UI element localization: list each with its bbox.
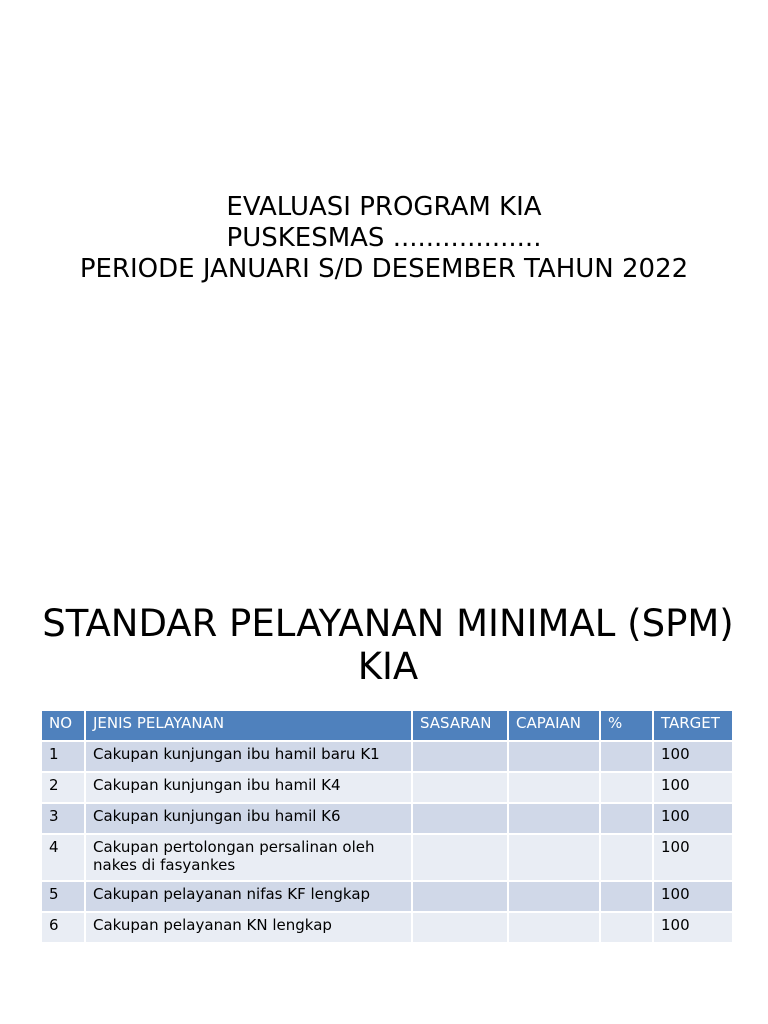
cell-sasaran xyxy=(412,912,508,943)
cell-target: 100 xyxy=(653,772,733,803)
report-title-line-1: EVALUASI PROGRAM KIA xyxy=(226,192,542,222)
cell-capaian xyxy=(508,803,600,834)
cell-sasaran xyxy=(412,834,508,881)
table-row xyxy=(41,803,733,834)
cell-jenis-pelayanan: Cakupan kunjungan ibu hamil K4 xyxy=(85,772,412,803)
cell-jenis-pelayanan: Cakupan kunjungan ibu hamil baru K1 xyxy=(85,741,412,772)
header-sasaran: SASARAN xyxy=(412,710,508,741)
cell-percent xyxy=(600,912,653,943)
cell-target: 100 xyxy=(653,912,733,943)
cell-jenis-pelayanan: Cakupan kunjungan ibu hamil K6 xyxy=(85,803,412,834)
header-target: TARGET xyxy=(653,710,733,741)
cell-capaian xyxy=(508,741,600,772)
cell-target: 100 xyxy=(653,803,733,834)
cell-no: 6 xyxy=(41,912,85,943)
report-title-line-2: PUSKESMAS .................. xyxy=(226,223,542,253)
cell-jenis-pelayanan: Cakupan pelayanan KN lengkap xyxy=(85,912,412,943)
table-header-row xyxy=(41,710,733,741)
cell-sasaran xyxy=(412,741,508,772)
cell-sasaran xyxy=(412,772,508,803)
cell-no: 2 xyxy=(41,772,85,803)
cell-capaian xyxy=(508,834,600,881)
table-row xyxy=(41,881,733,912)
spm-title xyxy=(0,602,768,688)
cell-capaian xyxy=(508,881,600,912)
table-row xyxy=(41,834,733,881)
header-capaian: CAPAIAN xyxy=(508,710,600,741)
spm-title-line-1: STANDAR PELAYANAN MINIMAL (SPM) xyxy=(42,602,734,645)
table-row xyxy=(41,772,733,803)
cell-capaian xyxy=(508,912,600,943)
spm-title-line-2: KIA xyxy=(357,645,419,688)
cell-capaian xyxy=(508,772,600,803)
cell-percent xyxy=(600,741,653,772)
cell-sasaran xyxy=(412,881,508,912)
cell-no: 3 xyxy=(41,803,85,834)
cell-no: 1 xyxy=(41,741,85,772)
cell-target: 100 xyxy=(653,881,733,912)
cell-target: 100 xyxy=(653,741,733,772)
cell-percent xyxy=(600,772,653,803)
header-jenis-pelayanan: JENIS PELAYANAN xyxy=(85,710,412,741)
cell-jenis-pelayanan: Cakupan pertolongan persalinan oleh nakes di fasyankes xyxy=(85,834,412,881)
cell-no: 4 xyxy=(41,834,85,881)
cell-sasaran xyxy=(412,803,508,834)
cell-target: 100 xyxy=(653,834,733,881)
report-title xyxy=(0,192,768,285)
report-title-line-3: PERIODE JANUARI S/D DESEMBER TAHUN 2022 xyxy=(79,254,689,284)
table-row xyxy=(41,741,733,772)
header-percent: % xyxy=(600,710,653,741)
cell-no: 5 xyxy=(41,881,85,912)
spm-table xyxy=(40,709,734,944)
cell-percent xyxy=(600,834,653,881)
cell-percent xyxy=(600,881,653,912)
header-no: NO xyxy=(41,710,85,741)
cell-percent xyxy=(600,803,653,834)
table-row xyxy=(41,912,733,943)
cell-jenis-pelayanan: Cakupan pelayanan nifas KF lengkap xyxy=(85,881,412,912)
